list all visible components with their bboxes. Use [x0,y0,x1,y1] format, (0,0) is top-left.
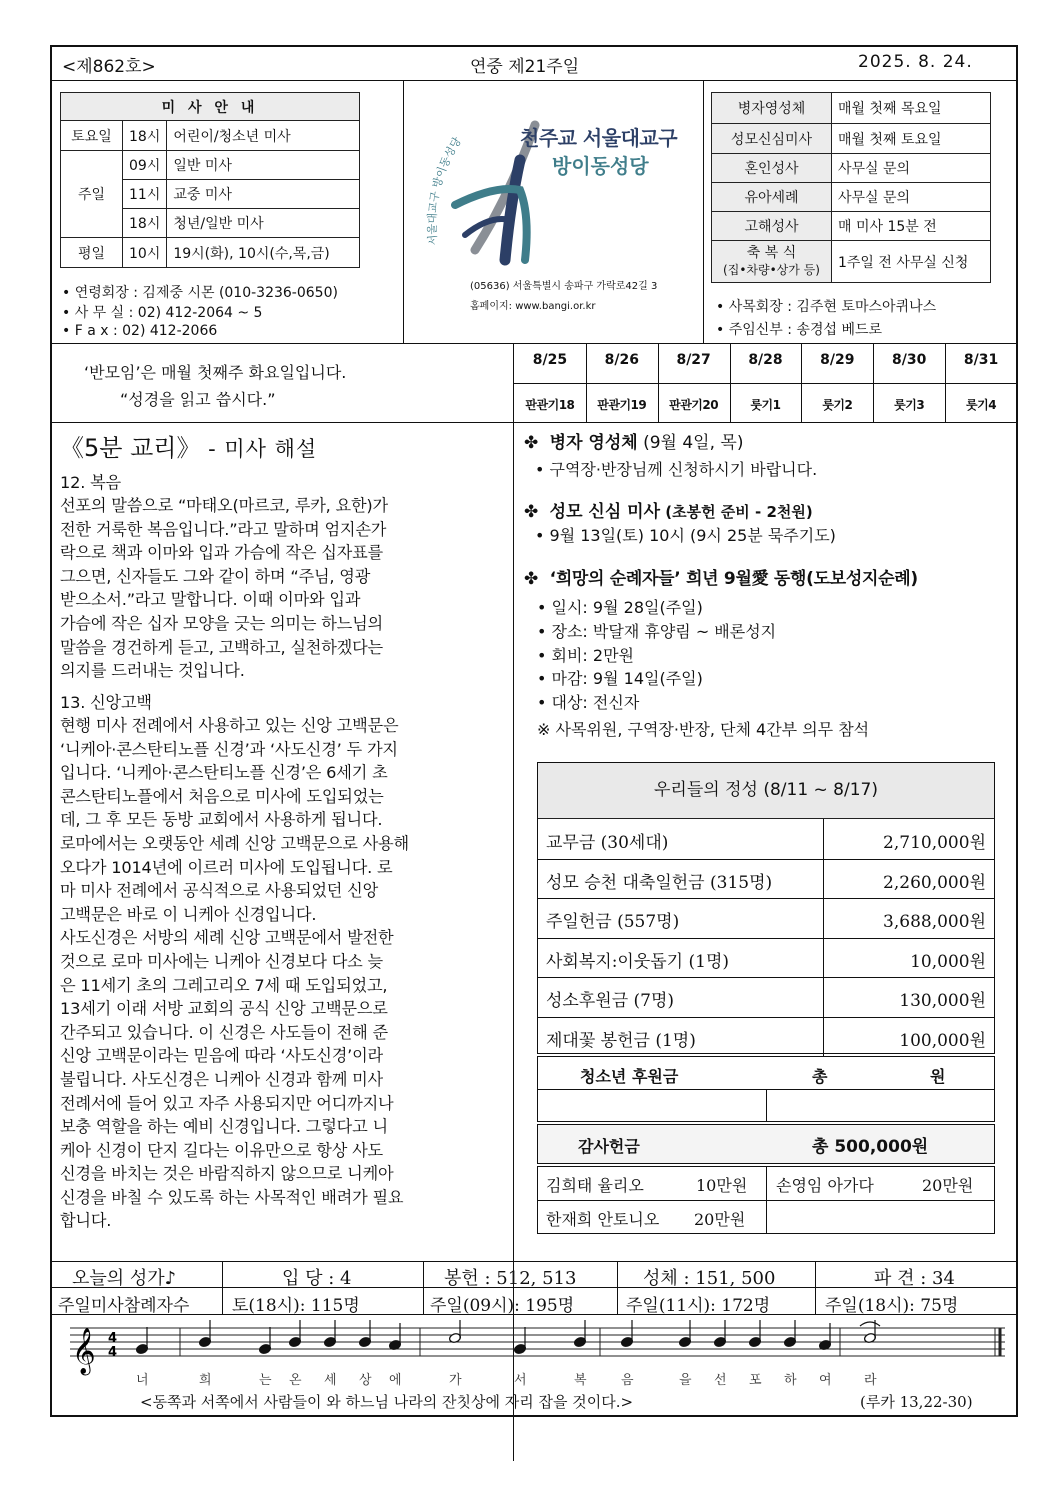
sacrament-value: 매월 첫째 목요일 [832,93,991,124]
sacrament-name-sub: (집•차량•상가 등) [723,262,820,277]
sacrament-name: 혼인성사 [712,154,832,183]
notice-ban-meeting: ‘반모임’은 매월 첫째주 화요일입니다. [84,363,347,382]
issue-number: <제862호> [62,57,156,77]
announcement-note: (초봉헌 준비 - 2천원) [660,503,813,521]
catechism-title: 《5분 교리》 [60,434,201,462]
offering-item-amount: 2,260,000원 [883,872,986,893]
hymn-offertory: 봉헌 : 512, 513 [444,1268,577,1289]
contact-fax: • F a x : 02) 412-2066 [62,323,218,339]
text-line: 것으로 로마 미사에는 니케아 신경보다 다소 늦 [60,951,383,971]
weekday-label: 평일 [61,238,123,268]
offering-item-amount: 10,000원 [910,951,986,972]
text-line: 간주되고 있습니다. 이 신경은 사도들이 전해 준 [60,1022,388,1042]
text-line: 오다가 1014년에 이르러 미사에 도입됩니다. 로 [60,857,393,877]
section-gospel-title: 12. 복음 [60,473,121,492]
sunday-desc-1: 일반 미사 [167,151,360,180]
donor-name: 손영임 아가다 [776,1176,874,1195]
lyric-syllable: 가 [449,1373,462,1388]
section-gospel-body [60,494,388,683]
text-line: 고백문은 바로 이 니케아 신경입니다. [60,904,317,924]
hymn-communion: 성체 : 151, 500 [643,1268,776,1289]
text-line: 의지를 드러내는 것입니다. [60,661,245,681]
attendance-sunday-18: 주일(18시): 75명 [825,1296,959,1316]
lyric-syllable: 희 [199,1373,212,1388]
text-line: 로마에서는 오랫동안 세례 신앙 고백문으로 사용해 [60,833,409,853]
attendance-sunday-11: 주일(11시): 172명 [626,1296,771,1316]
scripture-reference: (루카 13,22-30) [860,1393,973,1411]
lyric-syllable: 선 [714,1373,727,1388]
donor-amount: 20만원 [922,1176,974,1195]
bible-reading-book: 판관기18 [525,398,575,412]
sacrament-value: 매월 첫째 토요일 [832,124,991,154]
text-line: 현행 미사 전례에서 사용하고 있는 신앙 고백문은 [60,716,399,735]
text-line: 마 미사 전례에서 공식적으로 사용되었던 신앙 [60,881,379,901]
text-line: 사도신경은 서방의 세례 신앙 고백문에서 발전한 [60,928,394,948]
bible-reading-date: 8/31 [963,352,999,368]
parish-address: (05636) 서울특별시 송파구 가락로42길 3 [470,281,658,292]
attendance-saturday: 토(18시): 115명 [232,1296,360,1316]
staff-council-president: • 사목회장 : 김주현 토마스아퀴나스 [716,299,937,315]
catechism-subtitle: - 미사 해설 [200,437,318,461]
treble-clef-icon: 𝄞 [72,1328,96,1374]
hymn-label: 오늘의 성가♪ [72,1268,177,1289]
sacrament-value: 사무실 문의 [832,183,991,212]
donor-name: 한재희 안토니오 [546,1210,660,1229]
pilgrimage-details [537,596,776,715]
time-signature: 4 [108,1331,118,1346]
attendance-sunday-9: 주일(09시): 195명 [430,1296,575,1316]
text-line: 콘스탄티노플에서 처음으로 미사에 도입되었는 [60,786,384,806]
offering-item-name: 사회복지:이웃돕기 (1명) [546,951,730,972]
offering-item-amount: 3,688,000원 [883,912,986,932]
saturday-desc: 어린이/청소년 미사 [167,121,360,151]
section-creed-body [60,714,409,1233]
lyric-syllable: 여 [819,1373,832,1388]
bible-reading-book: 룻기2 [822,398,853,412]
text-line: • 장소: 박달재 휴양림 ~ 배론성지 [537,621,777,641]
mass-schedule-title: 미 사 안 내 [61,93,360,121]
offering-title: 우리들의 정성 (8/11 ~ 8/17) [538,763,994,819]
text-line: 보충 역할을 하는 예비 신경입니다. 그렇다고 니 [60,1117,388,1137]
text-line: 받으소서.”라고 말합니다. 이때 이마와 입과 [60,590,361,610]
text-line: 전한 거룩한 복음입니다.”라고 말하며 엄지손가 [60,519,387,539]
donor-name: 김희태 율리오 [546,1176,644,1195]
pilgrimage-note: ※ 사목위원, 구역장·반장, 단체 4간부 의무 참석 [537,720,870,739]
sacrament-name: 축 복 식 [746,244,797,261]
sunday-time-1: 09시 [123,151,167,180]
staff-pastor: • 주임신부 : 송경섭 베드로 [716,322,883,338]
bible-reading-date: 8/25 [532,352,568,368]
sacrament-blessing [712,241,832,283]
section-creed-title: 13. 신앙고백 [60,693,152,712]
text-line: 입니다. ‘니케아·콘스탄티노플 신경’은 6세기 초 [60,763,388,783]
lyric-syllable: 서 [514,1373,527,1388]
sacrament-name: 성모신심미사 [712,124,832,154]
lyric-syllable: 에 [389,1373,402,1388]
mass-schedule-table [60,92,360,268]
bible-reading-date: 8/29 [820,352,855,368]
lyric-syllable: 하 [784,1373,797,1388]
sunday-desc-3: 청년/일반 미사 [167,209,360,238]
announcement-pilgrimage [524,564,918,589]
text-line: 불립니다. 사도신경은 니케아 신경과 함께 미사 [60,1069,383,1089]
text-line: 가슴에 작은 십자 모양을 긋는 의미는 하느님의 [60,613,383,633]
donor-amount: 20만원 [694,1210,746,1229]
text-line: 신앙 고백문이라는 믿음에 따라 ‘사도신경’이라 [60,1046,383,1066]
lyric-syllable: 는 [259,1373,272,1388]
bullet-icon: ✤ [524,569,539,589]
hymn-entrance: 입 당 : 4 [282,1268,352,1289]
sacrament-value: 사무실 문의 [832,154,991,183]
sunday-desc-2: 교중 미사 [167,180,360,209]
bullet-icon: ✤ [524,502,539,522]
lyric-syllable: 을 [679,1373,692,1388]
offering-item-amount: 2,710,000원 [883,833,986,853]
sunday-label: 주일 [61,151,123,238]
text-line: 락으로 책과 이마와 입과 가슴에 작은 십자표를 [60,543,383,563]
saturday-time: 18시 [123,121,167,151]
sacrament-value: 매 미사 15분 전 [832,212,991,241]
offering-item-name: 교무금 (30세대) [546,833,669,853]
notice-bible-copy: “성경을 읽고 씁시다.” [120,390,276,409]
lyric-syllable: 온 [289,1373,302,1388]
bible-reading-book: 판관기20 [669,398,719,412]
text-line: 합니다. [60,1211,112,1231]
announcement-sick-communion [524,428,743,453]
logo-arc-text: 서울대교구 방이동성당 [425,134,464,246]
weekday-time: 10시 [123,238,167,268]
youth-fund-label: 청소년 후원금 [580,1067,679,1086]
fermata-icon [860,1322,880,1326]
saturday-label: 토요일 [61,121,123,151]
offering-item-name: 주일헌금 (557명) [546,912,680,932]
lyric-syllable: 음 [621,1373,634,1388]
text-line: 은 11세기 초의 그레고리오 7세 때 도입되었고, [60,975,388,995]
issue-date: 2025. 8. 24. [858,52,973,72]
attendance-label: 주일미사참례자수 [58,1296,190,1316]
liturgical-season: 연중 제21주일 [470,57,580,77]
sacraments-table [711,92,991,283]
lyric-syllable: 세 [324,1373,337,1388]
bible-reading-book: 룻기4 [966,398,997,412]
sacrament-name: 고해성사 [712,212,832,241]
youth-fund-unit: 원 [930,1067,946,1086]
bible-reading-book: 룻기3 [894,398,925,412]
offering-item-name: 성소후원금 (7명) [546,991,675,1011]
time-signature: 4 [108,1345,118,1360]
text-line: 신경을 바칠 수 있도록 하는 사목적인 배려가 필요 [60,1187,404,1207]
parish-homepage: 홈페이지: www.bangi.or.kr [470,301,596,312]
hymn-dismissal: 파 견 : 34 [874,1268,955,1289]
lyric-syllable: 상 [359,1373,372,1388]
announcement-line: • 구역장·반장님께 신청하시기 바랍니다. [535,460,818,479]
svg-text:서울대교구 방이동성당 [425,134,464,246]
lyric-syllable: 너 [136,1373,149,1388]
text-line: 선포의 말씀으로 “마태오(마르코, 루카, 요한)가 [60,496,388,515]
text-line: 그으면, 신자들도 그와 같이 하며 “주님, 영광 [60,566,371,586]
text-line: • 회비: 2만원 [537,645,635,665]
text-line: 13세기 이래 서방 교회의 공식 신앙 고백문으로 [60,999,388,1019]
announcement-title: 병자 영성체 [549,433,638,453]
contact-funeral: • 연령회장 : 김제중 시몬 (010-3236-0650) [62,285,338,301]
weekday-desc: 19시(화), 10시(수,목,금) [167,238,360,268]
catechism-heading [60,428,317,463]
parish-name-line2: 방이동성당 [552,154,649,178]
sacrament-value: 1주일 전 사무실 신청 [832,241,991,283]
announcement-title: ‘희망의 순례자들’ 희년 9월愛 동행(도보성지순례) [549,569,918,589]
text-line: ‘니케아·콘스탄티노플 신경’과 ‘사도신경’ 두 가지 [60,739,398,759]
announcement-date: (9월 4일, 목) [637,433,744,453]
text-line: 전례서에 들어 있고 자주 사용되지만 어디까지나 [60,1093,394,1113]
bible-reading-book: 룻기1 [750,398,781,412]
parish-name-line1: 천주교 서울대교구 [520,126,678,150]
announcement-title: 성모 신심 미사 [549,502,661,522]
bible-reading-date: 8/28 [748,352,783,368]
text-line: 신경을 바치는 것은 바람직하지 않으므로 니케아 [60,1164,394,1184]
text-line: • 일시: 9월 28일(주일) [537,598,703,617]
text-line: 말씀을 경건하게 듣고, 고백하고, 실천하겠다는 [60,637,383,657]
text-line: • 마감: 9월 14일(주일) [537,669,703,689]
text-line: 케아 신경이 단지 길다는 이유만으로 항상 사도 [60,1140,383,1160]
bible-reading-date: 8/30 [892,352,927,368]
bible-reading-book: 판관기19 [597,398,647,412]
offering-item-amount: 130,000원 [899,991,986,1011]
offering-item-name: 제대꽃 봉헌금 (1명) [546,1030,696,1051]
bible-reading-date: 8/27 [676,352,711,368]
donor-amount: 10만원 [696,1176,748,1195]
sunday-time-2: 11시 [123,180,167,209]
sunday-time-3: 18시 [123,209,167,238]
text-line: • 대상: 전신자 [537,693,640,713]
lyric-syllable: 포 [749,1373,762,1388]
text-line: 데, 그 후 모든 동방 교회에서 사용하게 됩니다. [60,810,383,830]
logo-stroke-navy [505,160,520,260]
offering-item-name: 성모 승천 대축일헌금 (315명) [546,872,773,893]
music-staff [60,1320,1010,1390]
lyric-syllable: 복 [574,1373,587,1388]
announcement-marian-mass [524,497,813,522]
bible-reading-date: 8/26 [604,352,639,368]
sacrament-name: 유아세례 [712,183,832,212]
lyric-syllable: 라 [864,1373,877,1388]
youth-fund-total-label: 총 [812,1067,828,1086]
bullet-icon: ✤ [524,433,539,453]
thanks-offering-total: 총 500,000원 [812,1137,929,1157]
contact-office: • 사 무 실 : 02) 412-2064 ~ 5 [62,305,263,321]
announcement-line: • 9월 13일(토) 10시 (9시 25분 묵주기도) [535,526,836,545]
sacrament-name: 병자영성체 [712,93,832,124]
thanks-offering-label: 감사헌금 [578,1137,640,1156]
scripture-verse: <동쪽과 서쪽에서 사람들이 와 하느님 나라의 잔칫상에 자리 잡을 것이다.> [140,1393,634,1411]
offering-item-amount: 100,000원 [899,1030,986,1051]
